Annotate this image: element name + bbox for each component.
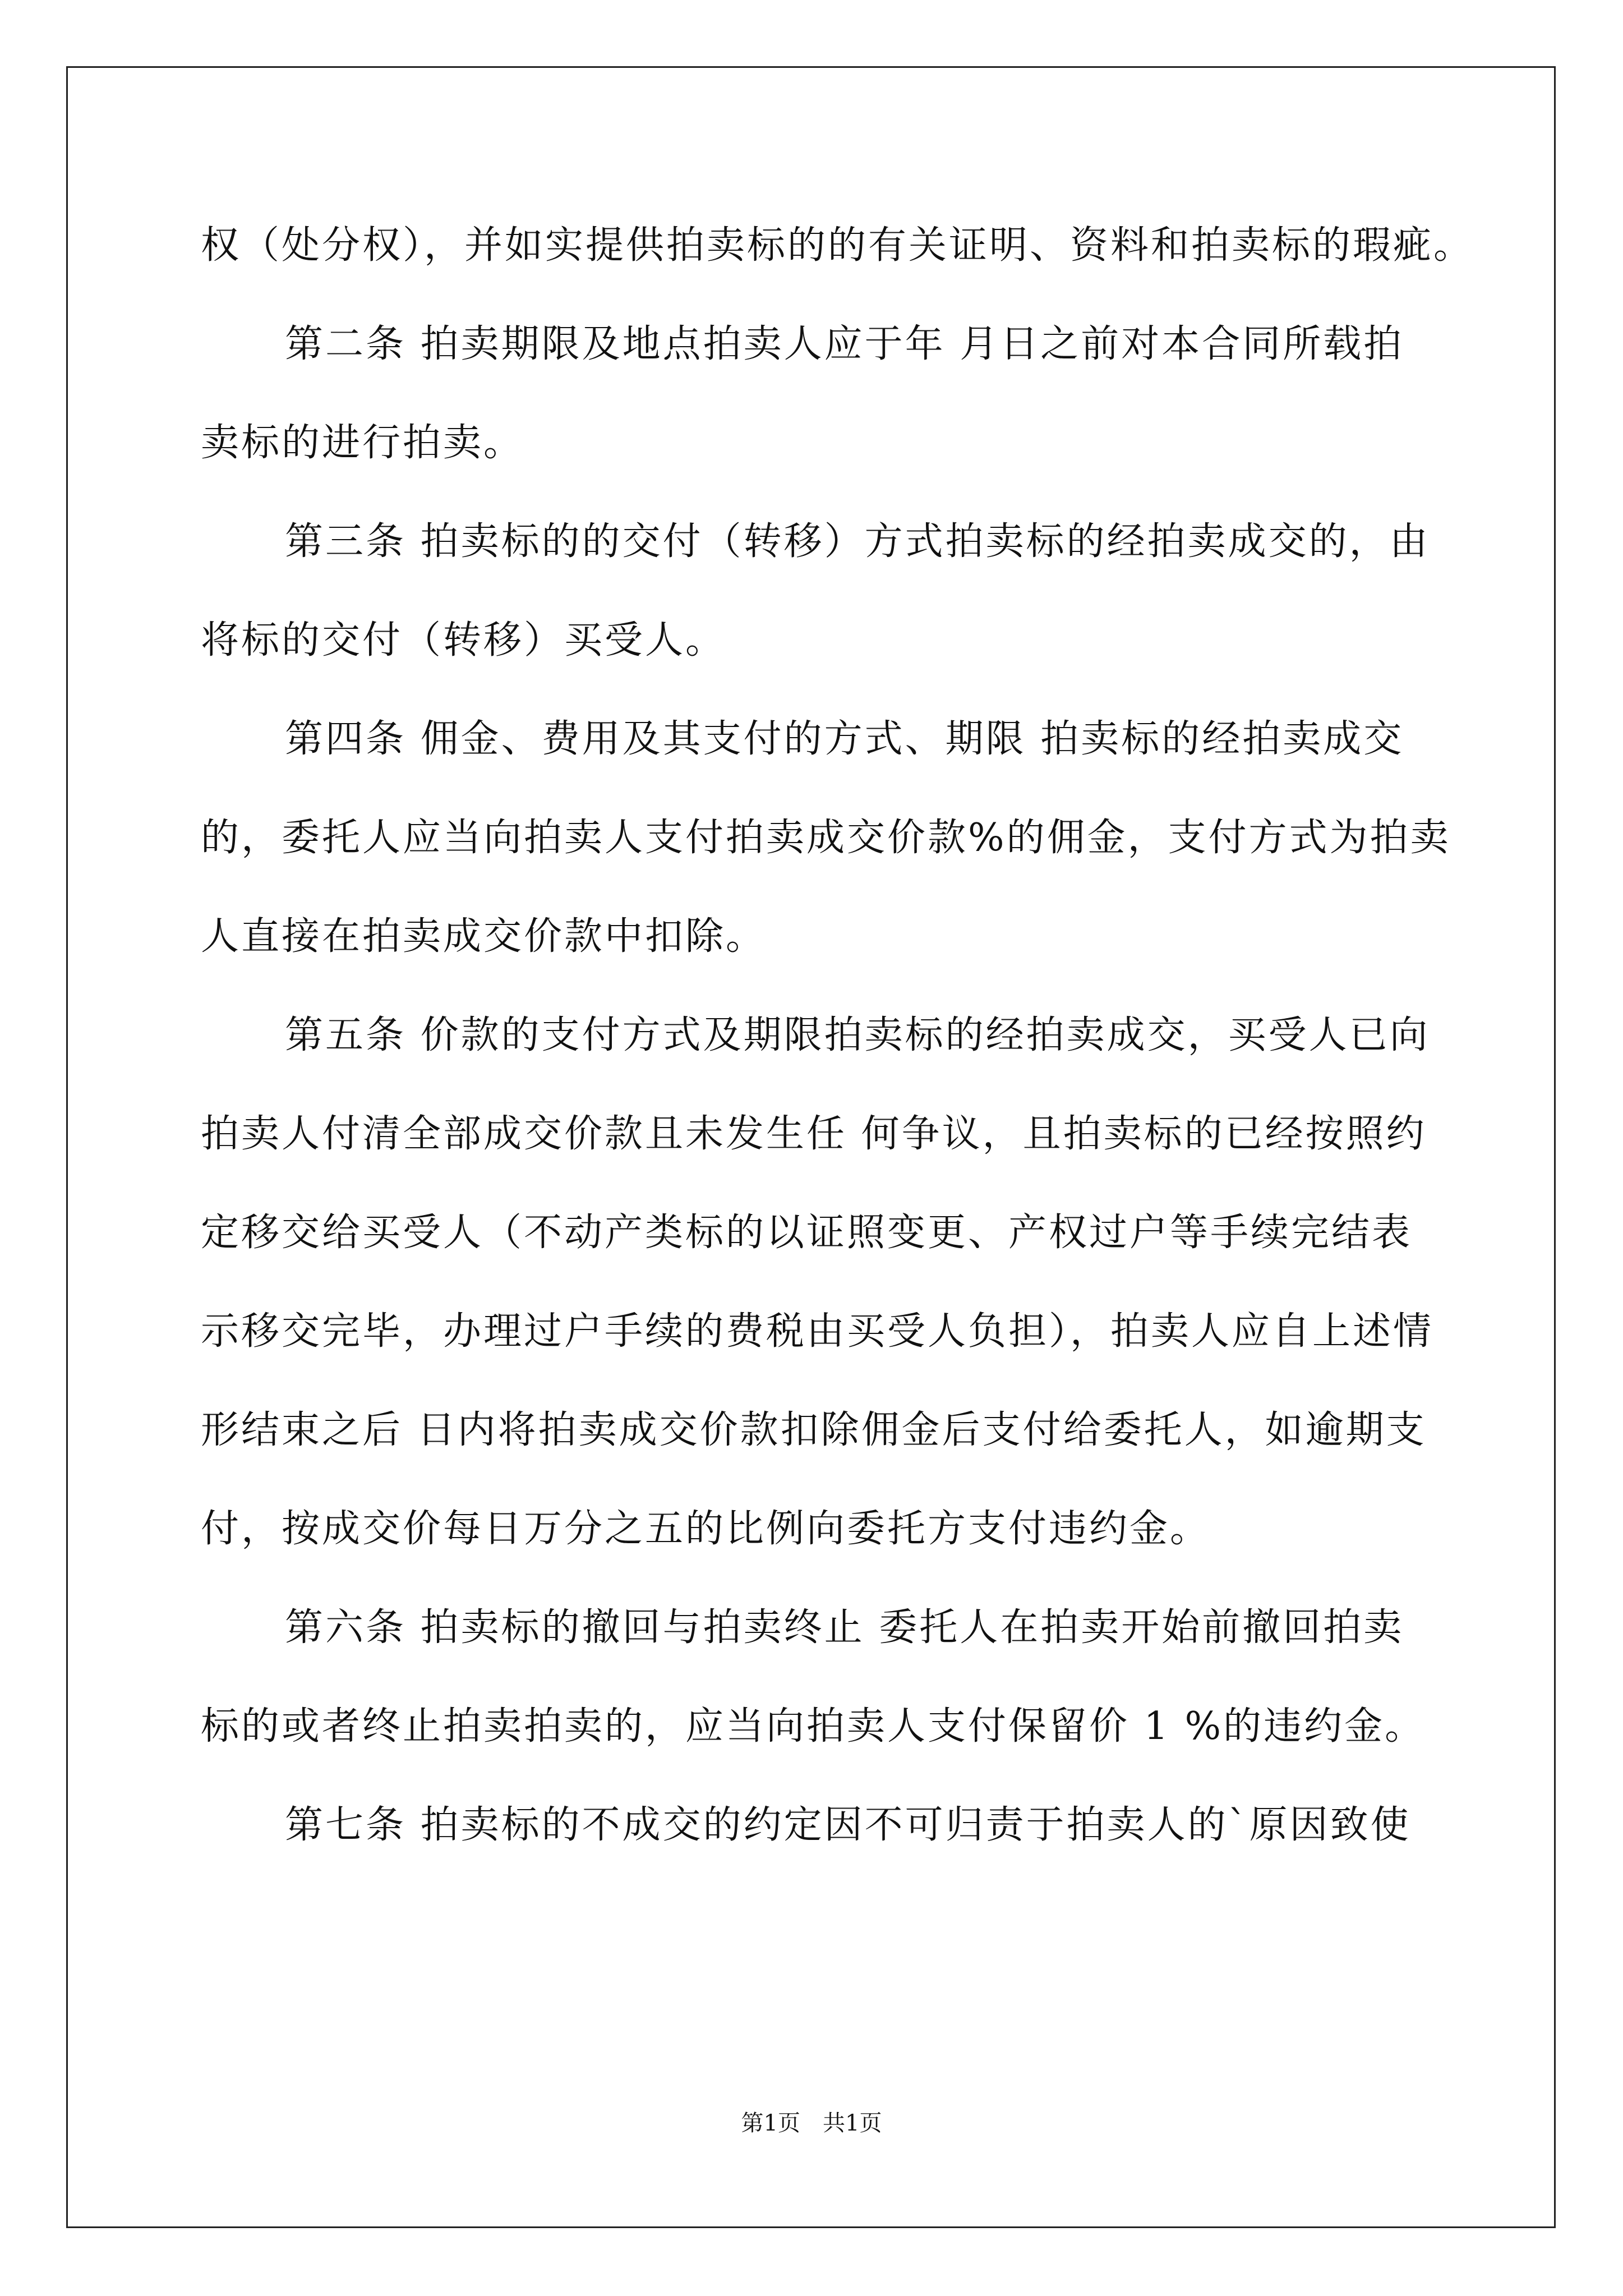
page-number-footer: 第1页 共1页 (741, 2110, 882, 2136)
article-5-line-3: 定移交给买受人（不动产类标的以证照变更、产权过户等手续完结表 (201, 1211, 1413, 1255)
article-2-line-2: 卖标的进行拍卖。 (201, 421, 524, 465)
article-2-line-1: 第二条 拍卖期限及地点拍卖人应于年 月日之前对本合同所载拍 (285, 322, 1404, 366)
article-7-line-1: 第七条 拍卖标的不成交的约定因不可归责于拍卖人的`原因致使 (285, 1803, 1411, 1847)
article-5-line-2: 拍卖人付清全部成交价款且未发生任 何争议，且拍卖标的已经按照约 (201, 1112, 1427, 1156)
document-body (201, 196, 1474, 1875)
article-4-line-2: 的，委托人应当向拍卖人支付拍卖成交价款%的佣金，支付方式为拍卖 (201, 816, 1451, 860)
article-5-line-5: 形结束之后 日内将拍卖成交价款扣除佣金后支付给委托人，如逾期支 (201, 1408, 1427, 1452)
text-line: 权（处分权），并如实提供拍卖标的的有关证明、资料和拍卖标的瑕疵。 (201, 223, 1474, 268)
article-4-line-1: 第四条 佣金、费用及其支付的方式、期限 拍卖标的经拍卖成交 (285, 717, 1404, 761)
article-5-line-4: 示移交完毕，办理过户手续的费税由买受人负担），拍卖人应自上述情 (201, 1309, 1434, 1354)
article-6-line-2: 标的或者终止拍卖拍卖的，应当向拍卖人支付保留价 1 %的违约金。 (201, 1704, 1426, 1749)
article-3-line-1: 第三条 拍卖标的的交付（转移）方式拍卖标的经拍卖成交的，由 (285, 519, 1430, 564)
article-6-line-1: 第六条 拍卖标的撤回与拍卖终止 委托人在拍卖开始前撤回拍卖 (285, 1605, 1404, 1650)
article-5-line-6: 付，按成交价每日万分之五的比例向委托方支付违约金。 (201, 1507, 1211, 1551)
article-5-line-1: 第五条 价款的支付方式及期限拍卖标的经拍卖成交，买受人已向 (285, 1013, 1430, 1057)
article-4-line-3: 人直接在拍卖成交价款中扣除。 (201, 914, 767, 959)
article-3-line-2: 将标的交付（转移）买受人。 (201, 618, 726, 662)
